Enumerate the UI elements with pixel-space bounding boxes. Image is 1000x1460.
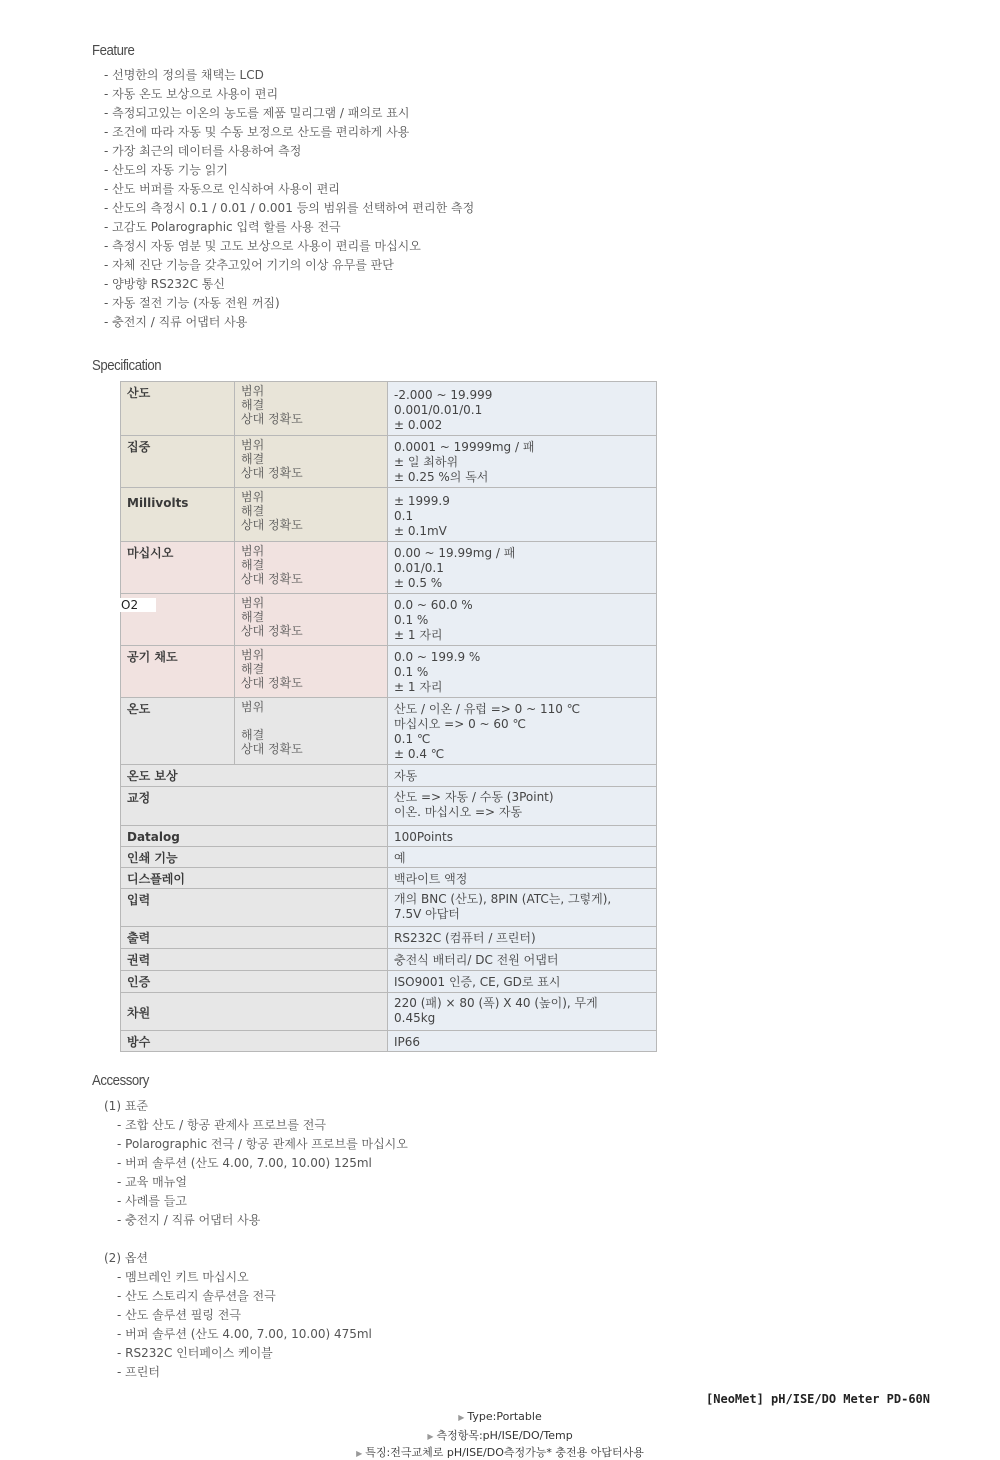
triangle-bullet-icon: ▶ bbox=[427, 1432, 434, 1441]
table-row bbox=[121, 949, 657, 971]
spec-values: 0.0 ~ 60.0 % 0.1 % ± 1 자리 bbox=[388, 594, 657, 646]
spec-subfields: 범위 해결 상대 정확도 bbox=[235, 436, 388, 488]
accessory-standard-heading: (1) 표준 bbox=[104, 1099, 148, 1113]
spec-value: 100Points bbox=[388, 826, 657, 847]
feature-list bbox=[104, 66, 474, 332]
list-item: - 측정되고있는 이온의 농도를 제품 밀리그램 / 패의로 표시 bbox=[104, 106, 410, 120]
list-item: - 버퍼 솔루션 (산도 4.00, 7.00, 10.00) 475ml bbox=[117, 1327, 372, 1341]
o2-label: O2 bbox=[119, 598, 156, 612]
list-item: - 산도 버퍼를 자동으로 인식하여 사용이 편리 bbox=[104, 182, 340, 196]
list-item: - 충전지 / 직류 어댑터 사용 bbox=[104, 315, 248, 329]
list-item: - 측정시 자동 염분 및 고도 보상으로 사용이 편리를 마십시오 bbox=[104, 239, 421, 253]
spec-values: 220 (패) × 80 (폭) X 40 (높이), 무게 0.45kg bbox=[388, 993, 657, 1031]
spec-category bbox=[121, 594, 235, 646]
spec-category: 방수 bbox=[121, 1031, 388, 1052]
list-item: - 사례를 들고 bbox=[117, 1194, 187, 1208]
list-item: - 선명한의 정의를 채택는 LCD bbox=[104, 68, 264, 82]
spec-value: 자동 bbox=[388, 765, 657, 787]
accessory-option bbox=[104, 1249, 372, 1382]
spec-category: 마십시오 bbox=[121, 542, 235, 594]
list-item: - 자동 온도 보상으로 사용이 편리 bbox=[104, 87, 279, 101]
spec-value: ISO9001 인증, CE, GD로 표시 bbox=[388, 971, 657, 993]
spec-values: 0.0 ~ 199.9 % 0.1 % ± 1 자리 bbox=[388, 646, 657, 698]
list-item: - 자체 진단 기능을 갖추고있어 기기의 이상 유무를 판단 bbox=[104, 258, 394, 272]
spec-category: 집중 bbox=[121, 436, 235, 488]
spec-category: 차원 bbox=[121, 993, 388, 1031]
table-row bbox=[121, 787, 657, 826]
spec-subfields: 범위 해결 상대 정확도 bbox=[235, 382, 388, 436]
spec-value: 충전식 배터리/ DC 전원 어댑터 bbox=[388, 949, 657, 971]
product-name: [NeoMet] pH/ISE/DO Meter PD-60N bbox=[706, 1392, 930, 1406]
list-item: - 산도 솔루션 필링 전극 bbox=[117, 1308, 241, 1322]
table-row bbox=[121, 993, 657, 1031]
spec-values: 0.0001 ~ 19999mg / 패 ± 일 최하위 ± 0.25 %의 독서 bbox=[388, 436, 657, 488]
spec-values: -2.000 ~ 19.999 0.001/0.01/0.1 ± 0.002 bbox=[388, 382, 657, 436]
spec-value: RS232C (컴퓨터 / 프린터) bbox=[388, 927, 657, 949]
table-row bbox=[121, 382, 657, 436]
accessory-option-heading: (2) 옵션 bbox=[104, 1251, 148, 1265]
list-item: - RS232C 인터페이스 케이블 bbox=[117, 1346, 273, 1360]
spec-category: 인증 bbox=[121, 971, 388, 993]
list-item: - 산도 스토리지 솔루션을 전극 bbox=[117, 1289, 276, 1303]
table-row bbox=[121, 646, 657, 698]
table-row bbox=[121, 868, 657, 889]
table-row bbox=[121, 1031, 657, 1052]
list-item: - 멤브레인 키트 마십시오 bbox=[117, 1270, 249, 1284]
spec-category: 디스플레이 bbox=[121, 868, 388, 889]
table-row bbox=[121, 488, 657, 542]
triangle-bullet-icon: ▶ bbox=[458, 1413, 465, 1422]
triangle-bullet-icon: ▶ bbox=[356, 1449, 363, 1458]
spec-category: 공기 채도 bbox=[121, 646, 235, 698]
list-item: - 자동 절전 기능 (자동 전원 꺼짐) bbox=[104, 296, 280, 310]
spec-values: 개의 BNC (산도), 8PIN (ATC는, 그렇게), 7.5V 아답터 bbox=[388, 889, 657, 927]
list-item: - 조합 산도 / 항공 관제사 프로브를 전극 bbox=[117, 1118, 326, 1132]
table-row bbox=[121, 542, 657, 594]
spec-table bbox=[120, 381, 657, 1052]
spec-category: 입력 bbox=[121, 889, 388, 927]
list-item: - 산도의 측정시 0.1 / 0.01 / 0.001 등의 범위를 선택하여 편리한 측정 bbox=[104, 201, 475, 215]
spec-subfields: 범위 해결 상대 정확도 bbox=[235, 488, 388, 542]
table-row bbox=[121, 594, 657, 646]
table-row bbox=[121, 971, 657, 993]
spec-category: 온도 보상 bbox=[121, 765, 388, 787]
specification-title: Specification bbox=[92, 357, 162, 374]
spec-subfields: 범위 해결 상대 정확도 bbox=[235, 542, 388, 594]
list-item: - 양방향 RS232C 통신 bbox=[104, 277, 225, 291]
feature-title: Feature bbox=[92, 42, 135, 59]
spec-values: 0.00 ~ 19.99mg / 패 0.01/0.1 ± 0.5 % bbox=[388, 542, 657, 594]
table-row bbox=[121, 765, 657, 787]
spec-category: 산도 bbox=[121, 382, 235, 436]
spec-category: 권력 bbox=[121, 949, 388, 971]
product-feature: ▶ 특징:전극교체로 pH/ISE/DO측정가능* 충전용 아답터사용 bbox=[356, 1446, 644, 1459]
accessory-title: Accessory bbox=[92, 1072, 149, 1089]
table-row bbox=[121, 698, 657, 765]
spec-value: 예 bbox=[388, 847, 657, 868]
list-item: - 가장 최근의 데이터를 사용하여 측정 bbox=[104, 144, 302, 158]
table-row bbox=[121, 889, 657, 927]
list-item: - 조건에 따라 자동 및 수동 보정으로 산도를 편리하게 사용 bbox=[104, 125, 410, 139]
spec-values: 산도 => 자동 / 수동 (3Point) 이온. 마십시오 => 자동 bbox=[388, 787, 657, 826]
list-item: - 산도의 자동 기능 읽기 bbox=[104, 163, 228, 177]
spec-values: 산도 / 이온 / 유럽 => 0 ~ 110 ℃ 마십시오 => 0 ~ 60 ℃ 0.1 ℃ ± 0.4 ℃ bbox=[388, 698, 657, 765]
spec-value: IP66 bbox=[388, 1031, 657, 1052]
spec-category: 교정 bbox=[121, 787, 388, 826]
list-item: - 교육 매뉴얼 bbox=[117, 1175, 187, 1189]
table-row bbox=[121, 847, 657, 868]
table-row bbox=[121, 826, 657, 847]
spec-values: ± 1999.9 0.1 ± 0.1mV bbox=[388, 488, 657, 542]
spec-category: 인쇄 기능 bbox=[121, 847, 388, 868]
spec-value: 백라이트 액정 bbox=[388, 868, 657, 889]
spec-category: Datalog bbox=[121, 826, 388, 847]
spec-category: 온도 bbox=[121, 698, 235, 765]
product-items: ▶ 측정항목:pH/ISE/DO/Temp bbox=[427, 1429, 573, 1442]
list-item: - 프린터 bbox=[117, 1365, 160, 1379]
table-row bbox=[121, 436, 657, 488]
spec-subfields: 범위 해결 상대 정확도 bbox=[235, 594, 388, 646]
list-item: - 충전지 / 직류 어댑터 사용 bbox=[117, 1213, 261, 1227]
spec-subfields: 범위 해결 상대 정확도 bbox=[235, 646, 388, 698]
spec-category: Millivolts bbox=[121, 488, 235, 542]
list-item: - Polarographic 전극 / 항공 관제사 프로브를 마십시오 bbox=[117, 1137, 408, 1151]
table-row bbox=[121, 927, 657, 949]
product-type: ▶ Type:Portable bbox=[458, 1410, 542, 1423]
spec-subfields: 범위 해결 상대 정확도 bbox=[235, 698, 388, 765]
list-item: - 고감도 Polarographic 입력 할를 사용 전극 bbox=[104, 220, 341, 234]
spec-category: 출력 bbox=[121, 927, 388, 949]
accessory-standard bbox=[104, 1097, 408, 1230]
list-item: - 버퍼 솔루션 (산도 4.00, 7.00, 10.00) 125ml bbox=[117, 1156, 372, 1170]
